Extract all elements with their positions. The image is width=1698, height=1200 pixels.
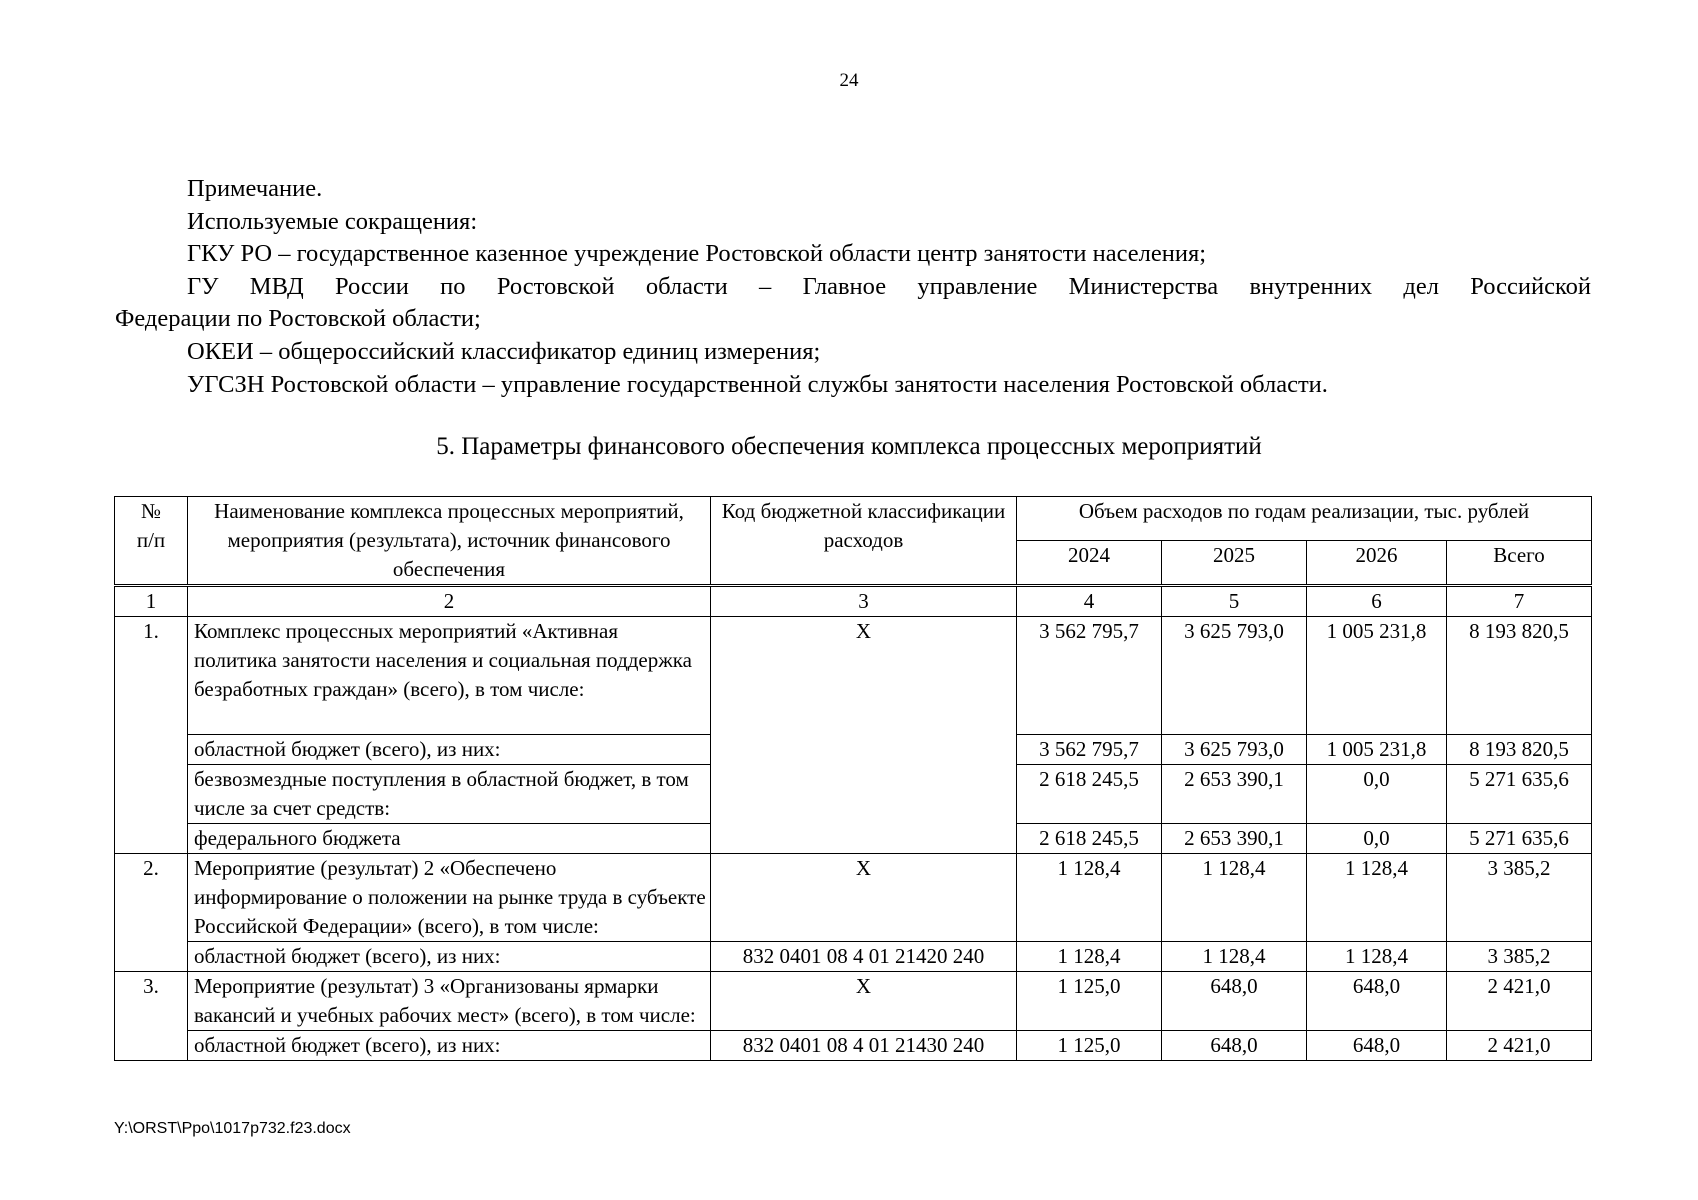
value-2025: 3 625 793,0: [1162, 617, 1307, 735]
table-row: [115, 1031, 1592, 1061]
value-total: 8 193 820,5: [1447, 617, 1592, 735]
row-name: безвозмездные поступления в областной бюджет, в том числе за счет средств:: [188, 765, 711, 824]
row-name: федерального бюджета: [188, 824, 711, 854]
column-index: 7: [1447, 586, 1592, 617]
header-year: 2025: [1162, 540, 1307, 585]
value-2024: 2 618 245,5: [1017, 765, 1162, 824]
value-total: 2 421,0: [1447, 1031, 1592, 1061]
row-name: областной бюджет (всего), из них:: [188, 942, 711, 972]
table-row: [115, 854, 1592, 942]
header-num: № п/п: [115, 497, 188, 586]
value-2026: 1 128,4: [1307, 942, 1447, 972]
value-2026: 648,0: [1307, 972, 1447, 1031]
value-2025: 2 653 390,1: [1162, 765, 1307, 824]
notes-block: [115, 173, 1591, 401]
value-total: 5 271 635,6: [1447, 765, 1592, 824]
value-total: 5 271 635,6: [1447, 824, 1592, 854]
header-total: Всего: [1447, 540, 1592, 585]
column-index-row: [115, 586, 1592, 617]
row-number: 2.: [115, 854, 188, 972]
column-index: 4: [1017, 586, 1162, 617]
note-item: ГКУ РО – государственное казенное учреждение Ростовской области центр занятости населения;: [187, 240, 1207, 268]
value-2026: 0,0: [1307, 824, 1447, 854]
row-code: 832 0401 08 4 01 21420 240: [711, 942, 1017, 972]
value-total: 3 385,2: [1447, 942, 1592, 972]
header-year: 2024: [1017, 540, 1162, 585]
value-2026: 1 005 231,8: [1307, 617, 1447, 735]
row-name: областной бюджет (всего), из них:: [188, 735, 711, 765]
value-2026: 1 005 231,8: [1307, 735, 1447, 765]
column-index: 6: [1307, 586, 1447, 617]
value-2025: 1 128,4: [1162, 942, 1307, 972]
header-year: 2026: [1307, 540, 1447, 585]
value-2025: 2 653 390,1: [1162, 824, 1307, 854]
value-2024: 1 125,0: [1017, 972, 1162, 1031]
column-index: 5: [1162, 586, 1307, 617]
column-index: 3: [711, 586, 1017, 617]
note-item-continuation: Федерации по Ростовской области;: [115, 305, 481, 333]
value-2024: 1 128,4: [1017, 942, 1162, 972]
value-2024: 1 128,4: [1017, 854, 1162, 942]
row-name: Мероприятие (результат) 3 «Организованы ярмарки вакансий и учебных рабочих мест» (всего), в том числе:: [188, 972, 711, 1031]
row-code: X: [711, 854, 1017, 942]
page-number: 24: [839, 70, 859, 91]
header-row: [115, 497, 1592, 541]
value-2026: 1 128,4: [1307, 854, 1447, 942]
value-2026: 648,0: [1307, 1031, 1447, 1061]
value-2024: 1 125,0: [1017, 1031, 1162, 1061]
row-code: X: [711, 972, 1017, 1031]
value-2025: 3 625 793,0: [1162, 735, 1307, 765]
header-name: Наименование комплекса процессных мероприятий, мероприятия (результата), источник финансового обеспечения: [188, 497, 711, 586]
row-number: 3.: [115, 972, 188, 1061]
column-index: 2: [188, 586, 711, 617]
value-2025: 648,0: [1162, 1031, 1307, 1061]
notes-subheading: Используемые сокращения:: [187, 207, 478, 235]
section-title: 5. Параметры финансового обеспечения комплекса процессных мероприятий: [436, 433, 1262, 460]
row-name: областной бюджет (всего), из них:: [188, 1031, 711, 1061]
value-2024: 2 618 245,5: [1017, 824, 1162, 854]
file-path-footer: Y:\ORST\Ppo\1017p732.f23.docx: [114, 1120, 351, 1137]
row-name: Комплекс процессных мероприятий «Активная политика занятости населения и социальная поддержка безработных граждан» (всего), в том числе:: [188, 617, 711, 735]
note-item: ГУ МВД России по Ростовской области – Главное управление Министерства внутренних дел Российской: [187, 272, 1591, 300]
note-item: ОКЕИ – общероссийский классификатор единиц измерения;: [187, 337, 821, 365]
row-code: X: [711, 617, 1017, 854]
column-index: 1: [115, 586, 188, 617]
value-2025: 648,0: [1162, 972, 1307, 1031]
notes-heading: Примечание.: [187, 175, 323, 202]
value-2026: 0,0: [1307, 765, 1447, 824]
value-2024: 3 562 795,7: [1017, 617, 1162, 735]
header-volume: Объем расходов по годам реализации, тыс. рублей: [1017, 497, 1592, 541]
row-code: 832 0401 08 4 01 21430 240: [711, 1031, 1017, 1061]
financial-table: [114, 496, 1592, 1061]
note-item: УГСЗН Ростовской области – управление государственной службы занятости населения Ростовской области.: [187, 370, 1328, 398]
value-total: 3 385,2: [1447, 854, 1592, 942]
row-number: 1.: [115, 617, 188, 854]
value-total: 8 193 820,5: [1447, 735, 1592, 765]
row-name: Мероприятие (результат) 2 «Обеспечено информирование о положении на рынке труда в субъекте Российской Федерации» (всего), в том числе:: [188, 854, 711, 942]
value-2024: 3 562 795,7: [1017, 735, 1162, 765]
table-row: [115, 972, 1592, 1031]
table-row: [115, 942, 1592, 972]
value-total: 2 421,0: [1447, 972, 1592, 1031]
value-2025: 1 128,4: [1162, 854, 1307, 942]
table-row: [115, 617, 1592, 735]
header-code: Код бюджетной классификации расходов: [711, 497, 1017, 586]
